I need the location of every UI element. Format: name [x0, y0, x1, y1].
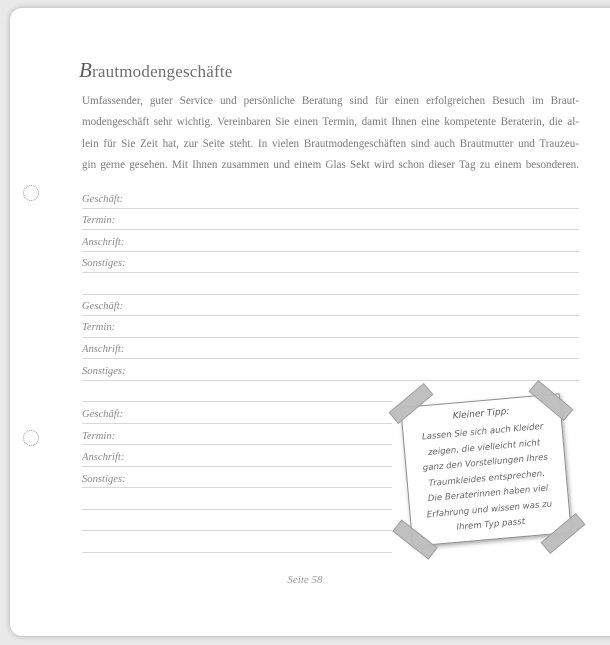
- tip-line: Traumkleides entsprechen.: [428, 468, 546, 489]
- tip-title: Kleiner Tipp:: [452, 406, 510, 422]
- form-1-line-sonstiges[interactable]: [82, 272, 579, 273]
- form-3-label-anschrift: Anschrift:: [82, 452, 125, 463]
- form-3-line-extra-3[interactable]: [82, 552, 392, 553]
- intro-line: gin gerne gesehen. Mit Ihnen zusammen und einem Glas Sekt wird schon dieser Tag zu einem besonderen.: [82, 158, 579, 171]
- tip-line: Lassen Sie sich auch Kleider: [421, 421, 544, 443]
- form-2-label-anschrift: Anschrift:: [82, 344, 125, 355]
- form-1-label-anschrift: Anschrift:: [82, 237, 125, 248]
- form-2-label-sonstiges: Sonstiges:: [82, 366, 126, 377]
- intro-line: Umfassender, guter Service und persönliche Beratung sind für einen erfolgreichen Besuch im Braut-: [82, 95, 579, 107]
- form-3-line-extra-1[interactable]: [82, 509, 392, 510]
- form-1-line-geschaeft[interactable]: [82, 208, 579, 209]
- page-title: [79, 58, 233, 83]
- punch-hole-bottom: [23, 430, 39, 446]
- form-1-line-extra[interactable]: [82, 294, 579, 295]
- form-3-line-geschaeft[interactable]: [82, 423, 392, 424]
- tip-line: zeigen, die vielleicht nicht: [427, 437, 541, 458]
- page-title-rest: rautmodengeschäfte: [92, 62, 233, 81]
- form-2-line-termin[interactable]: [82, 337, 579, 338]
- form-1-line-anschrift[interactable]: [82, 251, 579, 252]
- form-3-label-geschaeft: Geschäft:: [82, 409, 124, 420]
- tip-line: Die Beraterinnen haben viel: [427, 483, 549, 505]
- form-3-line-anschrift[interactable]: [82, 466, 392, 467]
- tip-body: [407, 419, 566, 540]
- tip-line: ganz den Vorstellungen Ihres: [422, 452, 549, 474]
- tip-note: [396, 392, 586, 548]
- intro-line: modengeschäft sehr wichtig. Vereinbaren Sie einen Termin, damit Ihnen eine kompetente Beraterin, die al-: [82, 116, 579, 129]
- form-3-line-extra-2[interactable]: [82, 530, 392, 531]
- form-2-line-anschrift[interactable]: [82, 358, 579, 359]
- intro-line: lein für Sie Zeit hat, zur Seite steht. In vielen Brautmodengeschäften sind auch Brautmutter und Trauzeu-: [82, 137, 579, 150]
- form-1-label-geschaeft: Geschäft:: [82, 194, 124, 205]
- form-2-line-extra[interactable]: [82, 401, 392, 402]
- form-2-line-geschaeft[interactable]: [82, 315, 579, 316]
- form-2-label-geschaeft: Geschäft:: [82, 301, 124, 312]
- punch-hole-top: [23, 185, 39, 201]
- intro-paragraph: [82, 91, 579, 176]
- form-3-line-termin[interactable]: [82, 444, 392, 445]
- form-3-label-sonstiges: Sonstiges:: [82, 474, 126, 485]
- form-1-label-termin: Termin:: [82, 215, 116, 226]
- tip-line: Ihrem Typ passt: [456, 516, 526, 533]
- page-number: Seite 58: [287, 574, 323, 586]
- form-2-label-termin: Termin:: [82, 322, 116, 333]
- tip-note-card: [400, 393, 572, 546]
- form-3-line-sonstiges[interactable]: [82, 487, 392, 488]
- form-2-line-sonstiges[interactable]: [82, 380, 579, 381]
- form-3-label-termin: Termin:: [82, 431, 116, 442]
- form-1-label-sonstiges: Sonstiges:: [82, 258, 126, 269]
- tip-line: Erfahrung und wissen was zu: [426, 498, 553, 520]
- page-title-initial: B: [79, 58, 93, 82]
- form-1-line-termin[interactable]: [82, 229, 579, 230]
